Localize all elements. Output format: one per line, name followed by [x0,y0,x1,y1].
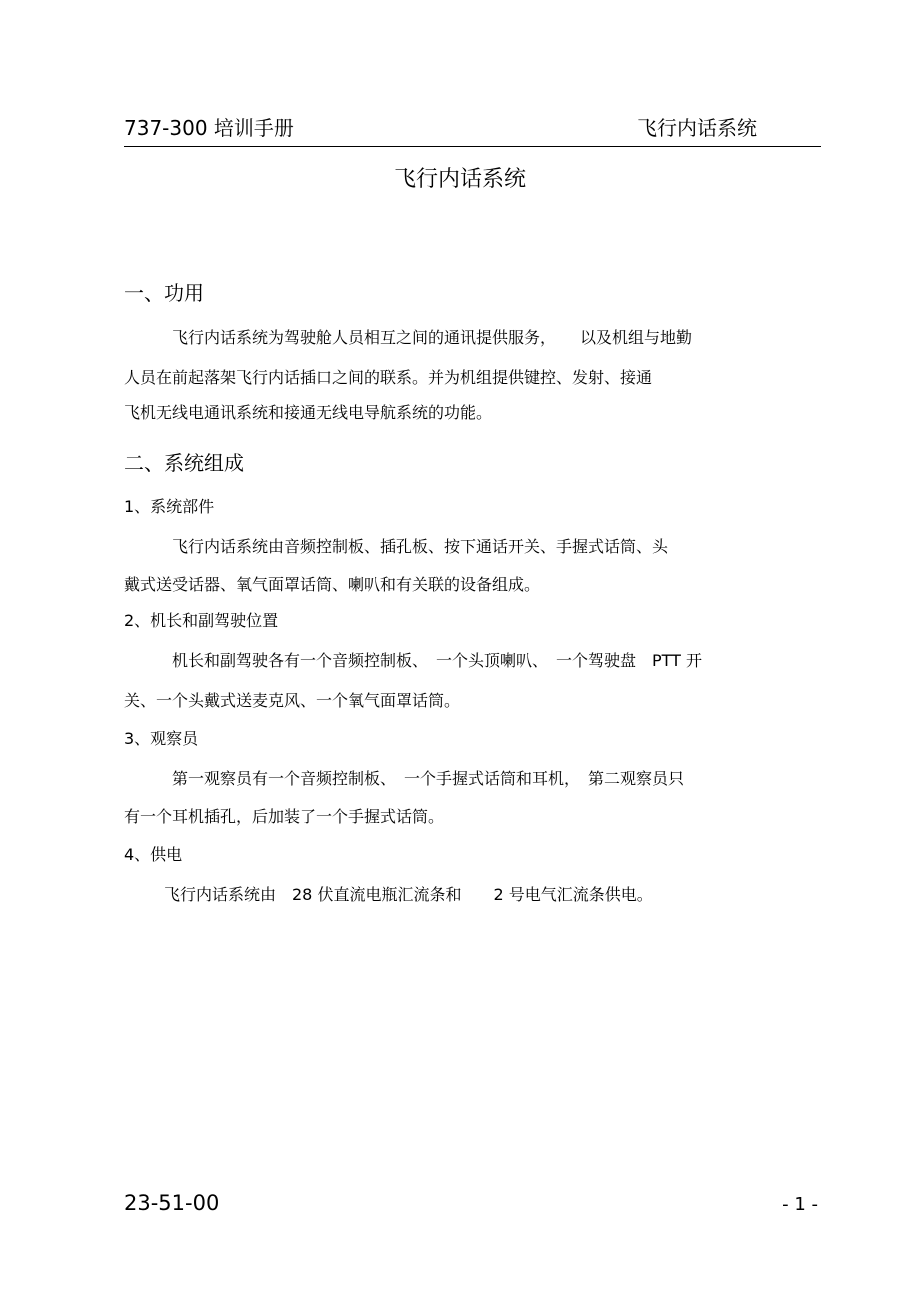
subsection-heading-components: 1、系统部件 [124,497,215,516]
paragraph-line: 人员在前起落架飞行内话插口之间的联系。并为机组提供键控、发射、接通 [124,368,653,387]
document-title: 飞行内话系统 [393,167,526,192]
paragraph-line: 有一个耳机插孔，后加装了一个手握式话筒。 [124,807,445,826]
footer-chapter-code: 23-51-00 [124,1191,220,1215]
subsection-heading-captain-copilot: 2、机长和副驾驶位置 [124,611,279,630]
paragraph-line: 戴式送受话器、氧气面罩话筒、喇叭和有关联的设备组成。 [124,575,541,594]
paragraph-line: 飞机无线电通讯系统和接通无线电导航系统的功能。 [124,403,493,422]
subsection-heading-observer: 3、观察员 [124,729,199,748]
section-heading-function: 一、功用 [124,281,204,305]
page-header [124,112,821,147]
paragraph-line: 关、一个头戴式送麦克风、一个氧气面罩话筒。 [124,691,461,710]
paragraph-line: 第一观察员有一个音频控制板、 一个手握式话筒和耳机， 第二观察员只 [172,769,685,788]
paragraph-line: 飞行内话系统由音频控制板、插孔板、按下通话开关、手握式话筒、头 [172,537,669,556]
paragraph-line: 机长和副驾驶各有一个音频控制板、 一个头顶喇叭、 一个驾驶盘 PTT 开 [172,651,703,670]
header-chapter-title: 飞行内话系统 [637,116,757,140]
paragraph-line: 飞行内话系统为驾驶舱人员相互之间的通讯提供服务， 以及机组与地勤 [172,328,693,347]
footer-page-number: - 1 - [782,1194,818,1215]
paragraph-line: 飞行内话系统由 28 伏直流电瓶汇流条和 2 号电气汇流条供电。 [164,885,653,904]
subsection-heading-power-supply: 4、供电 [124,845,183,864]
section-heading-composition: 二、系统组成 [124,451,244,475]
header-manual-title: 737-300 培训手册 [124,116,294,140]
